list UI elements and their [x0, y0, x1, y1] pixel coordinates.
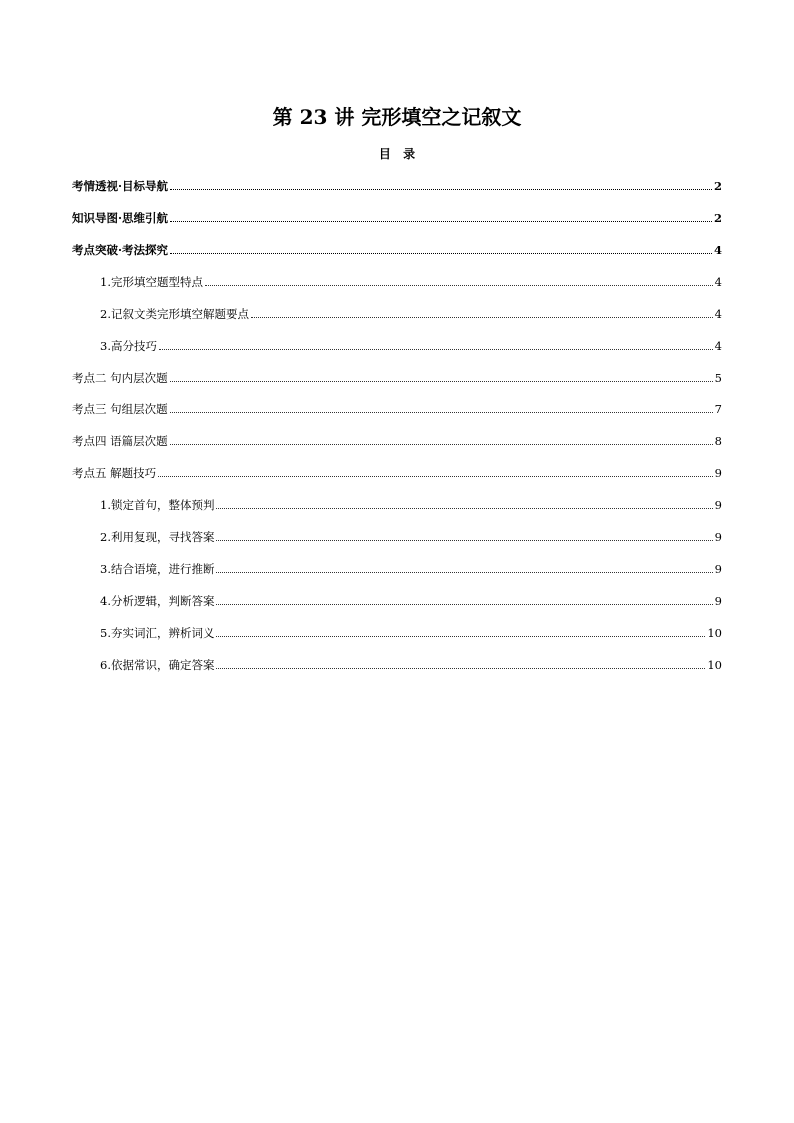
toc-dot-leader — [216, 604, 712, 605]
toc-dot-leader — [159, 349, 713, 350]
toc-entry-label: 3.高分技巧 — [100, 339, 157, 353]
toc-page-number: 9 — [714, 530, 722, 544]
toc-page-number: 9 — [714, 466, 722, 480]
toc-entry[interactable] — [100, 525, 722, 545]
toc-dot-leader — [170, 189, 712, 190]
toc-entry-label: 考点二 句内层次题 — [72, 371, 168, 385]
toc-entry-label: 1.锁定首句，整体预判 — [100, 498, 215, 512]
toc-page-number: 2 — [713, 211, 722, 225]
toc-entry-label: 3.结合语境，进行推断 — [100, 562, 215, 576]
toc-entry-label: 考点突破·考法探究 — [72, 243, 169, 257]
toc-entry[interactable] — [100, 653, 722, 673]
toc-dot-leader — [170, 253, 712, 254]
toc-page-number: 8 — [714, 434, 722, 448]
toc-dot-leader — [170, 381, 713, 382]
toc-entry[interactable] — [100, 557, 722, 577]
toc-entry-label: 考点五 解题技巧 — [72, 466, 157, 480]
toc-entry-label: 考情透视·目标导航 — [72, 179, 169, 193]
toc-entry-label: 2.记叙文类完形填空解题要点 — [100, 307, 249, 321]
toc-entry[interactable] — [72, 461, 722, 481]
toc-entry-label: 5.夯实词汇，辨析词义 — [100, 626, 215, 640]
toc-dot-leader — [170, 444, 713, 445]
toc-page-number: 9 — [714, 498, 722, 512]
toc-entry-label: 考点四 语篇层次题 — [72, 434, 168, 448]
toc-entry[interactable] — [72, 429, 722, 449]
toc-entry[interactable] — [72, 206, 722, 226]
toc-heading: 目 录 — [378, 147, 420, 161]
toc-dot-leader — [216, 668, 705, 669]
toc-entry[interactable] — [100, 621, 722, 641]
toc-entry-label: 考点三 句组层次题 — [72, 402, 168, 416]
toc-page-number: 4 — [713, 243, 722, 257]
toc-entry[interactable] — [100, 270, 722, 290]
toc-dot-leader — [216, 572, 712, 573]
toc-page-number: 4 — [714, 339, 722, 353]
toc-dot-leader — [251, 317, 713, 318]
toc-page-number: 4 — [714, 307, 722, 321]
toc-entry[interactable] — [72, 397, 722, 417]
toc-page-number: 2 — [713, 179, 722, 193]
toc-entry[interactable] — [100, 334, 722, 354]
toc-page-number: 10 — [707, 658, 722, 672]
toc-dot-leader — [216, 508, 712, 509]
toc-entry[interactable] — [100, 302, 722, 322]
toc-page-number: 4 — [714, 275, 722, 289]
toc-entry[interactable] — [72, 366, 722, 386]
toc-entry-label: 知识导图·思维引航 — [72, 211, 169, 225]
toc-entry[interactable] — [100, 493, 722, 513]
toc-dot-leader — [158, 476, 713, 477]
document-title: 第 23 讲 完形填空之记叙文 — [272, 105, 522, 129]
toc-entry[interactable] — [72, 174, 722, 194]
toc-dot-leader — [216, 540, 712, 541]
toc-entry-label: 2.利用复现，寻找答案 — [100, 530, 215, 544]
toc-dot-leader — [170, 221, 712, 222]
toc-entry[interactable] — [100, 589, 722, 609]
toc-dot-leader — [170, 412, 713, 413]
toc-dot-leader — [216, 636, 705, 637]
toc-page-number: 9 — [714, 594, 722, 608]
toc-entry-label: 4.分析逻辑，判断答案 — [100, 594, 215, 608]
toc-entry-label: 6.依据常识，确定答案 — [100, 658, 215, 672]
toc-page-number: 5 — [714, 371, 722, 385]
toc-entry-label: 1.完形填空题型特点 — [100, 275, 203, 289]
toc-dot-leader — [205, 285, 713, 286]
toc-entry[interactable] — [72, 238, 722, 258]
toc-page-number: 9 — [714, 562, 722, 576]
toc-page-number: 10 — [707, 626, 722, 640]
toc-page-number: 7 — [714, 402, 722, 416]
